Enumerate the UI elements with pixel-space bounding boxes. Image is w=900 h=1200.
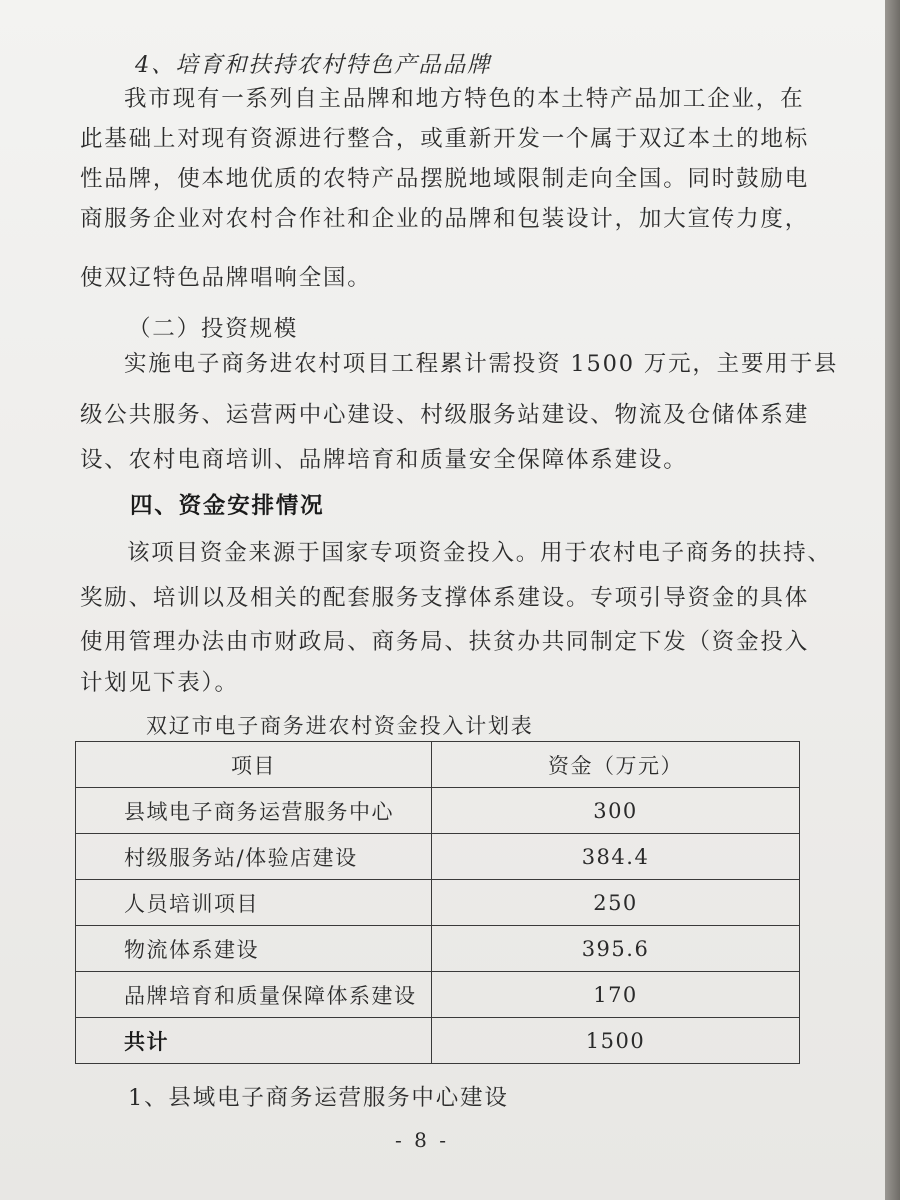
row-amount: 395.6	[432, 926, 800, 972]
row-item: 村级服务站/体验店建设	[76, 834, 432, 880]
table-row	[76, 972, 800, 1018]
row-item: 人员培训项目	[76, 880, 432, 926]
funds-para-line-1: 该项目资金来源于国家专项资金投入。用于农村电子商务的扶持、	[127, 540, 832, 566]
funds-para-line-4: 计划见下表）。	[80, 670, 239, 696]
table-caption: 双辽市电子商务进农村资金投入计划表	[146, 714, 534, 738]
row-amount: 250	[432, 880, 800, 926]
funds-para-line-2: 奖励、培训以及相关的配套服务支撑体系建设。专项引导资金的具体	[80, 585, 810, 611]
row-item: 县域电子商务运营服务中心	[76, 788, 432, 834]
row-item: 品牌培育和质量保障体系建设	[76, 972, 432, 1018]
investment-para-line-3: 设、农村电商培训、品牌培育和质量安全保障体系建设。	[80, 447, 688, 473]
section4-para-line-4: 商服务企业对农村合作社和企业的品牌和包装设计，加大宣传力度，	[80, 206, 810, 232]
row-amount: 170	[432, 972, 800, 1018]
header-amount: 资金（万元）	[432, 742, 800, 788]
funds-para-line-3: 使用管理办法由市财政局、商务局、扶贫办共同制定下发（资金投入	[80, 629, 810, 655]
subsection-1-heading: 1、县域电子商务运营服务中心建设	[128, 1085, 509, 1111]
table-row	[76, 788, 800, 834]
page-edge-shadow	[885, 0, 900, 1200]
total-label: 共计	[76, 1018, 432, 1064]
funds-heading: 四、资金安排情况	[130, 493, 325, 519]
row-amount: 300	[432, 788, 800, 834]
row-item: 物流体系建设	[76, 926, 432, 972]
section4-heading: 4、培育和扶持农村特色产品品牌	[135, 52, 492, 78]
table-row	[76, 834, 800, 880]
investment-para-line-1: 实施电子商务进农村项目工程累计需投资 1500 万元，主要用于县	[124, 351, 839, 377]
table-total-row	[76, 1018, 800, 1064]
table-header-row	[76, 742, 800, 788]
table-row	[76, 880, 800, 926]
funds-plan-table	[75, 741, 800, 1064]
page-number: - 8 -	[395, 1128, 449, 1152]
section4-para-line-1: 我市现有一系列自主品牌和地方特色的本土特产品加工企业，在	[124, 86, 805, 112]
total-amount: 1500	[432, 1018, 800, 1064]
section4-para-line-2: 此基础上对现有资源进行整合，或重新开发一个属于双辽本土的地标	[80, 126, 810, 152]
section4-para-line-5: 使双辽特色品牌唱响全国。	[80, 265, 372, 291]
section4-para-line-3: 性品牌，使本地优质的农特产品摆脱地域限制走向全国。同时鼓励电	[80, 166, 810, 192]
header-item: 项目	[76, 742, 432, 788]
investment-para-line-2: 级公共服务、运营两中心建设、村级服务站建设、物流及仓储体系建	[80, 402, 810, 428]
table-row	[76, 926, 800, 972]
investment-heading: （二）投资规模	[128, 316, 299, 342]
row-amount: 384.4	[432, 834, 800, 880]
